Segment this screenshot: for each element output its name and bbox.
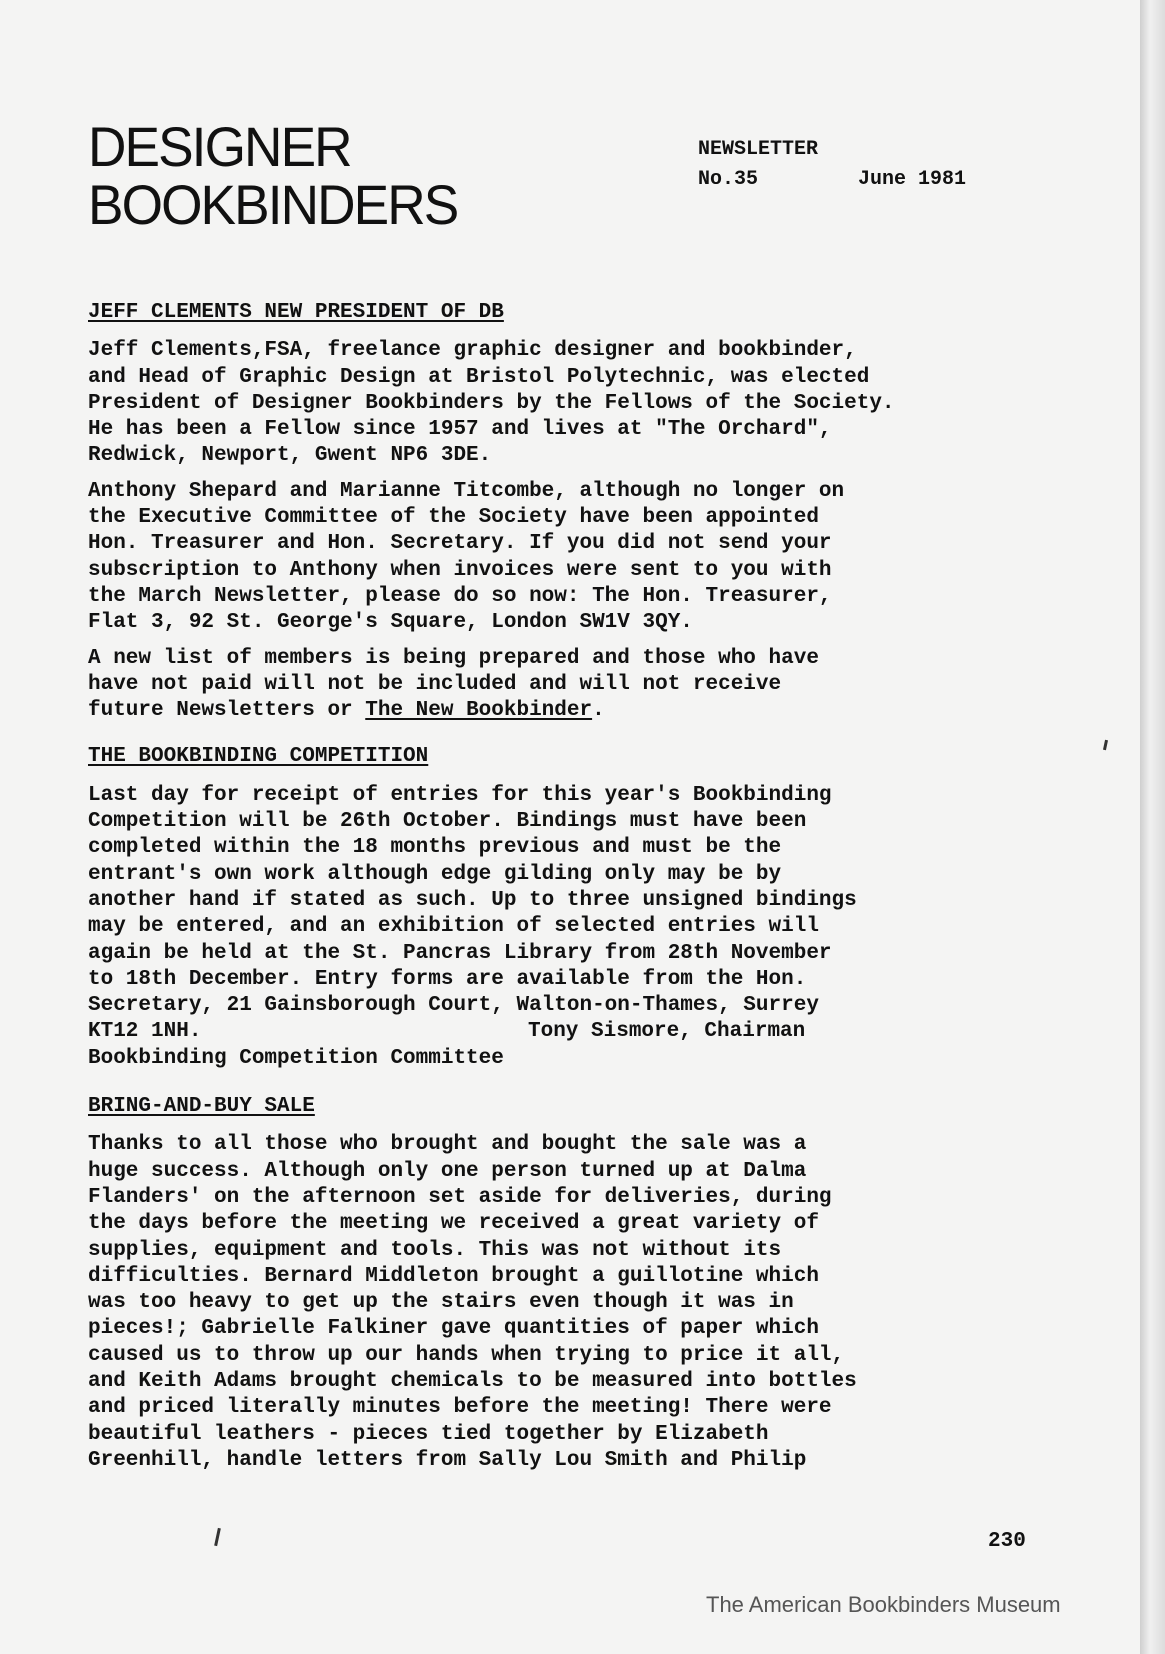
text-line: caused us to throw up our hands when trying to price it all,: [88, 1343, 845, 1367]
text-line: A new list of members is being prepared and those who have: [88, 646, 819, 670]
text-line: President of Designer Bookbinders by the Fellows of the Society.: [88, 391, 895, 415]
text-line: Flat 3, 92 St. George's Square, London SW1V 3QY.: [88, 611, 693, 635]
text-line: Secretary, 21 Gainsborough Court, Walton-on-Thames, Surrey: [88, 994, 819, 1018]
masthead-line-2: BOOKBINDERS: [88, 173, 458, 237]
article-body: [88, 300, 1098, 1474]
text-line: [88, 1019, 1098, 1045]
masthead-logo: [88, 115, 477, 237]
masthead-line-1: DESIGNER: [88, 115, 351, 178]
text-line: Greenhill, handle letters from Sally Lou Smith and Philip: [88, 1448, 807, 1472]
text-line: completed within the 18 months previous and must be the: [88, 836, 782, 860]
page-number: 230: [988, 1530, 1026, 1553]
text-line: [88, 698, 1098, 724]
section-heading-president: JEFF CLEMENTS NEW PRESIDENT OF DB: [88, 301, 504, 324]
postcode: KT12 1NH.: [88, 1020, 202, 1044]
text-line: again be held at the St. Pancras Library from 28th November: [88, 941, 832, 965]
text-line: He has been a Fellow since 1957 and lives at "The Orchard",: [88, 418, 832, 442]
issue-date: June 1981: [858, 168, 967, 191]
text-line: the March Newsletter, please do so now: The Hon. Treasurer,: [88, 584, 832, 608]
museum-watermark: The American Bookbinders Museum: [706, 1592, 1061, 1617]
newsletter-label: NEWSLETTER: [698, 138, 819, 161]
publication-title: The New Bookbinder: [365, 699, 593, 723]
text-fragment: future Newsletters or: [88, 699, 366, 723]
text-fragment: .: [592, 699, 605, 723]
text-line: subscription to Anthony when invoices were sent to you with: [88, 558, 832, 582]
section-heading-sale: BRING-AND-BUY SALE: [88, 1095, 315, 1119]
text-line: and Keith Adams brought chemicals to be measured into bottles: [88, 1369, 857, 1393]
text-line: and Head of Graphic Design at Bristol Polytechnic, was elected: [88, 365, 870, 389]
text-line: Jeff Clements,FSA, freelance graphic designer and bookbinder,: [88, 339, 857, 363]
text-line: to 18th December. Entry forms are available from the Hon.: [88, 967, 807, 991]
stray-ink-mark: [1103, 740, 1108, 750]
signature-name: Tony Sismore, Chairman: [528, 1020, 806, 1044]
text-line: was too heavy to get up the stairs even though it was in: [88, 1291, 794, 1315]
text-line: huge success. Although only one person turned up at Dalma: [88, 1159, 807, 1183]
paragraph-competition: [88, 783, 1098, 1072]
text-line: the days before the meeting we received a great variety of: [88, 1212, 819, 1236]
text-line: the Executive Committee of the Society have been appointed: [88, 506, 819, 530]
text-line: Last day for receipt of entries for this year's Bookbinding: [88, 783, 832, 807]
text-line: difficulties. Bernard Middleton brought a guillotine which: [88, 1264, 819, 1288]
text-line: Thanks to all those who brought and bought the sale was a: [88, 1133, 807, 1157]
stray-ink-mark: [214, 1528, 221, 1546]
text-line: beautiful leathers - pieces tied together by Elizabeth: [88, 1422, 769, 1446]
paragraph-president: [88, 338, 1098, 469]
signature-role: Bookbinding Competition Committee: [88, 1046, 504, 1070]
text-line: Redwick, Newport, Gwent NP6 3DE.: [88, 444, 492, 468]
text-line: Flanders' on the afternoon set aside for deliveries, during: [88, 1185, 832, 1209]
issue-number: No.35: [698, 168, 759, 191]
text-line: Hon. Treasurer and Hon. Secretary. If you did not send your: [88, 532, 832, 556]
text-line: entrant's own work although edge gilding only may be by: [88, 862, 782, 886]
text-line: another hand if stated as such. Up to three unsigned bindings: [88, 888, 857, 912]
paragraph-officers: [88, 479, 1098, 637]
next-page-edge: [1140, 0, 1165, 1654]
paragraph-sale: [88, 1132, 1098, 1474]
section-heading-competition: THE BOOKBINDING COMPETITION: [88, 745, 429, 769]
text-line: and priced literally minutes before the meeting! There were: [88, 1396, 832, 1420]
newsletter-info: [698, 135, 966, 195]
text-line: may be entered, and an exhibition of selected entries will: [88, 915, 819, 939]
text-line: pieces!; Gabrielle Falkiner gave quantities of paper which: [88, 1317, 819, 1341]
text-line: supplies, equipment and tools. This was not without its: [88, 1238, 782, 1262]
text-line: have not paid will not be included and will not receive: [88, 672, 782, 696]
text-line: Anthony Shepard and Marianne Titcombe, although no longer on: [88, 479, 845, 503]
paragraph-members-list: [88, 646, 1098, 725]
text-line: Competition will be 26th October. Bindings must have been: [88, 810, 807, 834]
